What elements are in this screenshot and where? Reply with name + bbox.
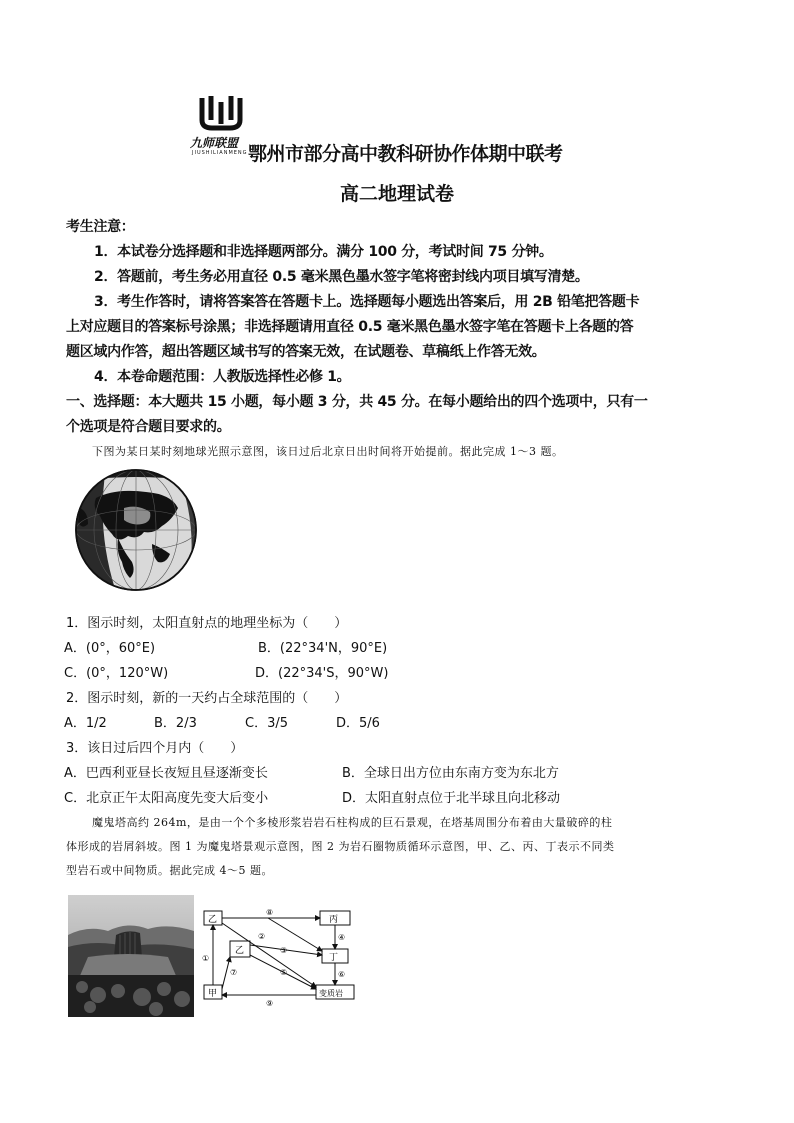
box-jia: 甲 bbox=[208, 989, 218, 999]
section-1-line-2: 个选项是符合题目要求的。 bbox=[66, 419, 231, 435]
q3-stem: 3．该日过后四个月内（ ） bbox=[66, 741, 244, 756]
notice-item-1: 1．本试卷分选择题和非选择题两部分。满分 100 分，考试时间 75 分钟。 bbox=[94, 244, 553, 260]
q2-option-c: C．3/5 bbox=[245, 716, 288, 731]
label-n2: ② bbox=[258, 932, 266, 941]
label-n7: ⑦ bbox=[230, 968, 238, 977]
label-n8: ⑧ bbox=[266, 908, 274, 917]
notice-item-4: 4．本卷命题范围：人教版选择性必修 1。 bbox=[94, 369, 351, 385]
box-bing: 丙 bbox=[329, 915, 339, 925]
q1-option-a: A．(0°，60°E) bbox=[64, 641, 156, 656]
notice-item-2: 2．答题前，考生务必用直径 0.5 毫米黑色墨水签字笔将密封线内项目填写清楚。 bbox=[94, 269, 589, 285]
box-ding: 丁 bbox=[329, 953, 339, 963]
q3-option-a: A．巴西利亚昼长夜短且昼逐渐变长 bbox=[64, 766, 268, 781]
q1-option-d: D．(22°34'S，90°W) bbox=[255, 666, 389, 681]
logo bbox=[188, 94, 254, 158]
q3-option-d: D．太阳直射点位于北半球且向北移动 bbox=[342, 791, 561, 806]
box-bianzhi: 变质岩 bbox=[319, 989, 343, 998]
q3-option-c: C．北京正午太阳高度先变大后变小 bbox=[64, 791, 269, 806]
devils-tower-photo bbox=[68, 895, 194, 1017]
exam-title: 鄂州市部分高中教科研协作体期中联考 bbox=[248, 143, 563, 165]
box-yi-top: 乙 bbox=[208, 915, 218, 925]
label-n6: ⑥ bbox=[338, 970, 346, 979]
intro-2-line-3: 型岩石或中间物质。据此完成 4～5 题。 bbox=[66, 864, 273, 877]
label-n5: ⑤ bbox=[280, 968, 288, 977]
label-n9: ⑨ bbox=[266, 999, 274, 1008]
q3-option-b: B．全球日出方位由东南方变为东北方 bbox=[342, 766, 559, 781]
logo-mark-icon bbox=[188, 94, 254, 134]
notice-item-3-line-3: 题区域内作答，超出答题区域书写的答案无效，在试题卷、草稿纸上作答无效。 bbox=[66, 344, 546, 360]
logo-name: 九师联盟 bbox=[190, 136, 239, 150]
label-n4: ④ bbox=[338, 933, 346, 942]
q2-option-b: B．2/3 bbox=[154, 716, 197, 731]
rock-cycle-diagram bbox=[200, 905, 356, 1017]
notice-heading: 考生注意： bbox=[66, 219, 135, 235]
box-yi-mid: 乙 bbox=[235, 946, 245, 956]
notice-item-3-line-2: 上对应题目的答案标号涂黑；非选择题请用直径 0.5 毫米黑色墨水签字笔在答题卡上各题的答 bbox=[66, 319, 634, 335]
q2-option-d: D．5/6 bbox=[336, 716, 380, 731]
intro-2-line-1: 魔鬼塔高约 264m，是由一个个多棱形浆岩岩石柱构成的巨石景观，在塔基周围分布着由大量破碎的柱 bbox=[92, 816, 613, 829]
q1-stem: 1．图示时刻，太阳直射点的地理坐标为（ ） bbox=[66, 616, 348, 631]
notice-item-3-line-1: 3．考生作答时，请将答案答在答题卡上。选择题每小题选出答案后，用 2B 铅笔把答题卡 bbox=[94, 294, 640, 310]
exam-subtitle: 高二地理试卷 bbox=[339, 183, 454, 205]
q2-option-a: A．1/2 bbox=[64, 716, 107, 731]
logo-sub: JIUSHILIANMENG bbox=[192, 150, 248, 156]
globe-illumination-figure bbox=[66, 468, 206, 592]
section-1-line-1: 一、选择题：本大题共 15 小题，每小题 3 分，共 45 分。在每小题给出的四个选项中，只有一 bbox=[66, 394, 648, 410]
label-n3: ③ bbox=[280, 946, 288, 955]
q1-option-b: B．(22°34'N，90°E) bbox=[258, 641, 388, 656]
label-n1: ① bbox=[202, 954, 210, 963]
intro-2-line-2: 体形成的岩屑斜坡。图 1 为魔鬼塔景观示意图，图 2 为岩石圈物质循环示意图，甲、乙、丙、丁表示不同类 bbox=[66, 840, 615, 853]
q1-option-c: C．(0°，120°W) bbox=[64, 666, 169, 681]
intro-1: 下图为某日某时刻地球光照示意图，该日过后北京日出时间将开始提前。据此完成 1～3 题。 bbox=[92, 445, 564, 458]
q2-stem: 2．图示时刻，新的一天约占全球范围的（ ） bbox=[66, 691, 348, 706]
